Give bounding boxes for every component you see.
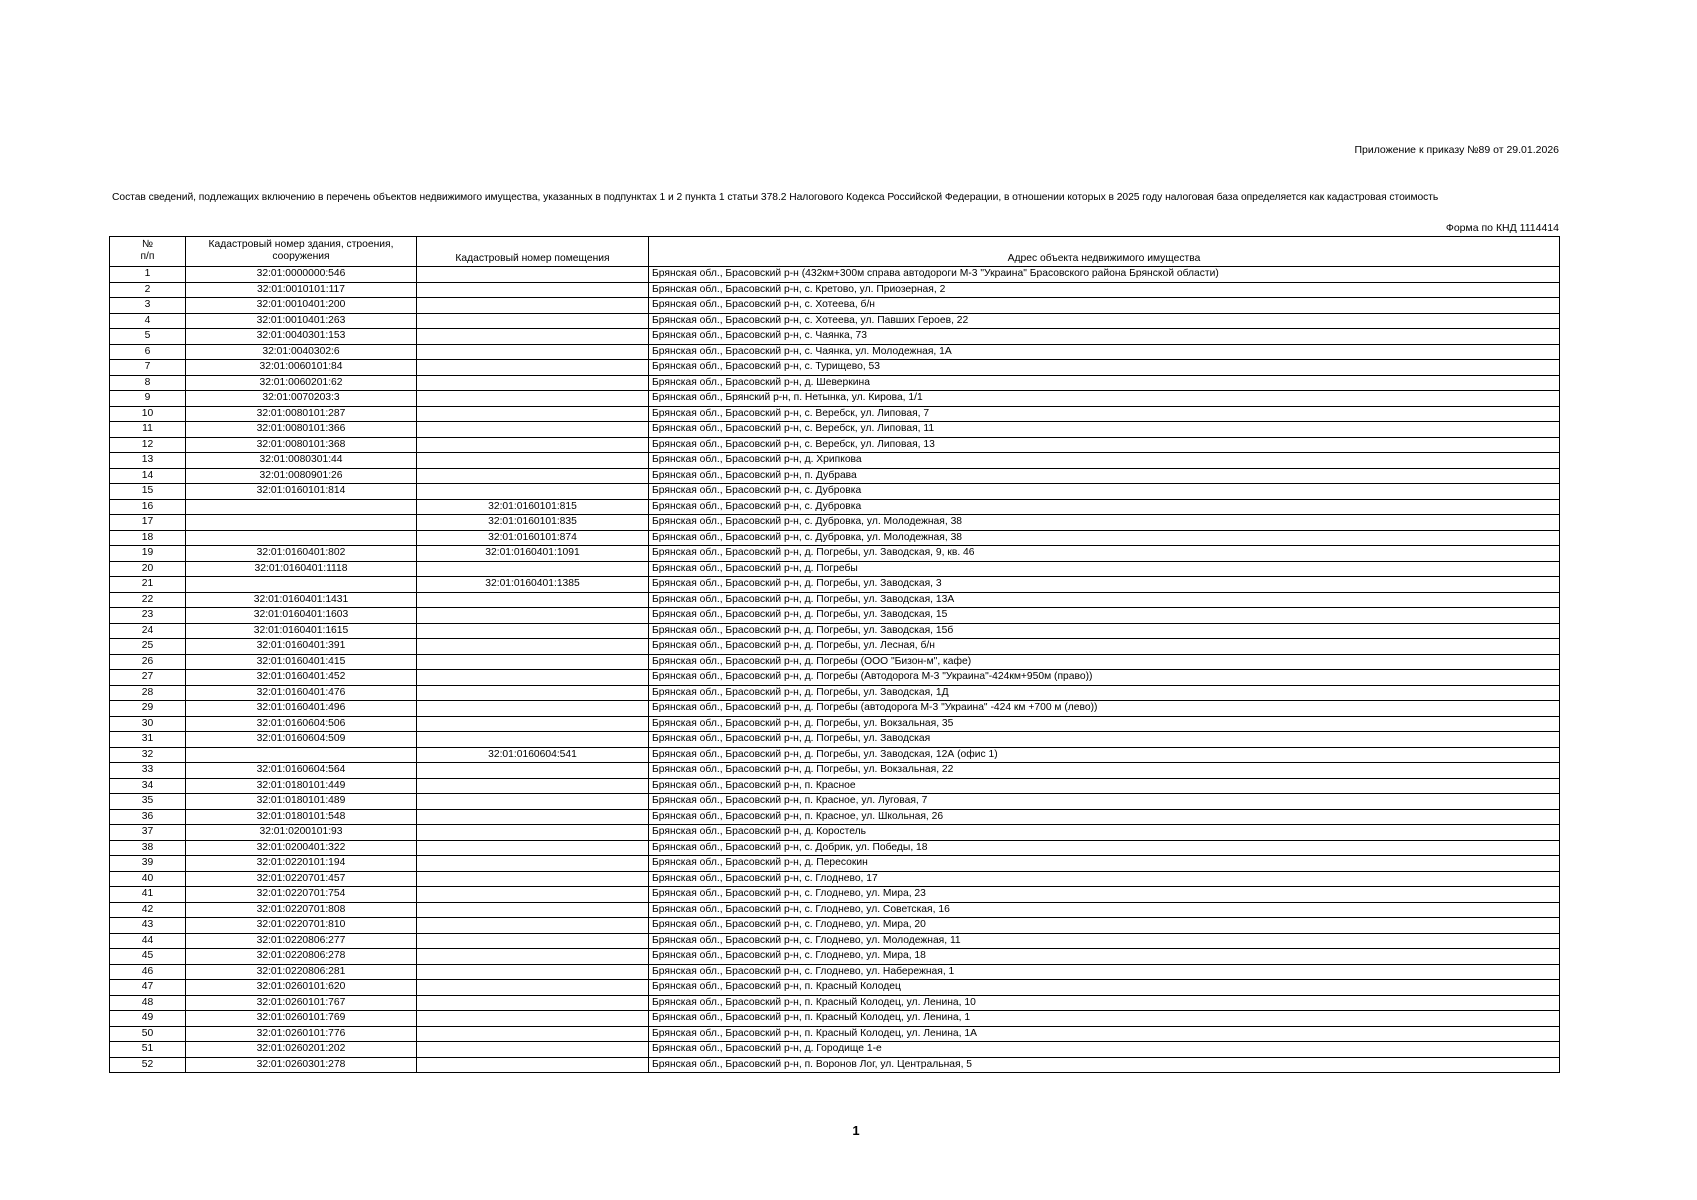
table-row bbox=[110, 732, 1560, 748]
table-row bbox=[110, 437, 1560, 453]
room-cadastral-cell bbox=[417, 391, 649, 407]
building-cadastral-cell: 32:01:0260301:278 bbox=[186, 1057, 417, 1073]
table-row bbox=[110, 949, 1560, 965]
building-cadastral-cell: 32:01:0160401:452 bbox=[186, 670, 417, 686]
building-cadastral-cell: 32:01:0220806:277 bbox=[186, 933, 417, 949]
row-number-cell: 18 bbox=[110, 530, 186, 546]
table-row bbox=[110, 515, 1560, 531]
room-cadastral-cell bbox=[417, 313, 649, 329]
address-cell: Брянская обл., Брасовский р-н, д. Хрипкова bbox=[649, 453, 1560, 469]
building-cadastral-cell: 32:01:0080301:44 bbox=[186, 453, 417, 469]
address-cell: Брянская обл., Брасовский р-н, с. Веребск, ул. Липовая, 13 bbox=[649, 437, 1560, 453]
room-cadastral-cell bbox=[417, 453, 649, 469]
building-cadastral-cell: 32:01:0000000:546 bbox=[186, 267, 417, 283]
table-row bbox=[110, 887, 1560, 903]
table-row bbox=[110, 608, 1560, 624]
room-cadastral-cell bbox=[417, 267, 649, 283]
row-number-cell: 47 bbox=[110, 980, 186, 996]
room-cadastral-cell bbox=[417, 422, 649, 438]
room-cadastral-cell bbox=[417, 794, 649, 810]
building-cadastral-cell: 32:01:0220701:457 bbox=[186, 871, 417, 887]
address-cell: Брянская обл., Брасовский р-н, д. Погребы bbox=[649, 561, 1560, 577]
row-number-cell: 3 bbox=[110, 298, 186, 314]
table-row bbox=[110, 1057, 1560, 1073]
building-cadastral-cell: 32:01:0200401:322 bbox=[186, 840, 417, 856]
row-number-cell: 14 bbox=[110, 468, 186, 484]
table-row bbox=[110, 1026, 1560, 1042]
row-number-cell: 4 bbox=[110, 313, 186, 329]
room-cadastral-cell bbox=[417, 329, 649, 345]
room-cadastral-cell bbox=[417, 1042, 649, 1058]
room-cadastral-cell bbox=[417, 980, 649, 996]
address-cell: Брянская обл., Брасовский р-н, д. Погребы (Автодорога М-3 "Украина"-424км+950м (право)) bbox=[649, 670, 1560, 686]
table-row bbox=[110, 298, 1560, 314]
row-number-cell: 17 bbox=[110, 515, 186, 531]
row-number-cell: 45 bbox=[110, 949, 186, 965]
building-cadastral-cell: 32:01:0080101:366 bbox=[186, 422, 417, 438]
building-cadastral-cell: 32:01:0220701:810 bbox=[186, 918, 417, 934]
address-cell: Брянская обл., Брасовский р-н, с. Хотеева, б/н bbox=[649, 298, 1560, 314]
room-cadastral-cell bbox=[417, 654, 649, 670]
building-cadastral-cell: 32:01:0180101:449 bbox=[186, 778, 417, 794]
row-number-cell: 12 bbox=[110, 437, 186, 453]
address-cell: Брянская обл., Брасовский р-н, с. Глоднево, ул. Мира, 18 bbox=[649, 949, 1560, 965]
room-cadastral-cell bbox=[417, 298, 649, 314]
row-number-cell: 48 bbox=[110, 995, 186, 1011]
room-cadastral-cell bbox=[417, 763, 649, 779]
room-cadastral-cell: 32:01:0160101:835 bbox=[417, 515, 649, 531]
room-cadastral-cell bbox=[417, 964, 649, 980]
building-cadastral-cell: 32:01:0080101:368 bbox=[186, 437, 417, 453]
room-cadastral-cell bbox=[417, 670, 649, 686]
row-number-cell: 33 bbox=[110, 763, 186, 779]
row-number-cell: 39 bbox=[110, 856, 186, 872]
address-cell: Брянская обл., Брасовский р-н, с. Глоднево, ул. Молодежная, 11 bbox=[649, 933, 1560, 949]
address-cell: Брянская обл., Брасовский р-н, с. Глоднево, ул. Мира, 20 bbox=[649, 918, 1560, 934]
address-cell: Брянская обл., Брасовский р-н, с. Дубровка, ул. Молодежная, 38 bbox=[649, 515, 1560, 531]
room-cadastral-cell bbox=[417, 1057, 649, 1073]
row-number-cell: 21 bbox=[110, 577, 186, 593]
address-cell: Брянская обл., Брасовский р-н, д. Погребы (ООО "Бизон-м", кафе) bbox=[649, 654, 1560, 670]
building-cadastral-cell: 32:01:0080901:26 bbox=[186, 468, 417, 484]
building-cadastral-cell bbox=[186, 515, 417, 531]
row-number-cell: 51 bbox=[110, 1042, 186, 1058]
row-number-cell: 1 bbox=[110, 267, 186, 283]
room-cadastral-cell: 32:01:0160101:874 bbox=[417, 530, 649, 546]
building-cadastral-cell: 32:01:0160401:496 bbox=[186, 701, 417, 717]
table-row bbox=[110, 639, 1560, 655]
address-cell: Брянская обл., Брасовский р-н, д. Погребы, ул. Вокзальная, 22 bbox=[649, 763, 1560, 779]
building-cadastral-cell: 32:01:0220806:281 bbox=[186, 964, 417, 980]
room-cadastral-cell bbox=[417, 949, 649, 965]
document-intro-text: Состав сведений, подлежащих включению в перечень объектов недвижимого имущества, указанных в подпунктах 1 и 2 пункта 1 статьи 378.2 Налогового Кодекса Российской Федерации, в отношении которых в 2025 году налоговая база определяется как кадастровая стоимость bbox=[112, 192, 1439, 203]
building-cadastral-cell: 32:01:0160401:476 bbox=[186, 685, 417, 701]
form-code: Форма по КНД 1114414 bbox=[1445, 222, 1559, 234]
address-cell: Брянская обл., Брасовский р-н, д. Погребы, ул. Лесная, б/н bbox=[649, 639, 1560, 655]
building-cadastral-cell: 32:01:0080101:287 bbox=[186, 406, 417, 422]
row-number-cell: 43 bbox=[110, 918, 186, 934]
room-cadastral-cell bbox=[417, 685, 649, 701]
building-cadastral-cell: 32:01:0160401:1615 bbox=[186, 623, 417, 639]
building-cadastral-cell: 32:01:0010401:263 bbox=[186, 313, 417, 329]
row-number-cell: 11 bbox=[110, 422, 186, 438]
room-cadastral-cell bbox=[417, 561, 649, 577]
row-number-cell: 10 bbox=[110, 406, 186, 422]
table-row bbox=[110, 747, 1560, 763]
address-cell: Брянская обл., Брасовский р-н, с. Хотеева, ул. Павших Героев, 22 bbox=[649, 313, 1560, 329]
building-cadastral-cell: 32:01:0040301:153 bbox=[186, 329, 417, 345]
room-cadastral-cell bbox=[417, 778, 649, 794]
table-row bbox=[110, 375, 1560, 391]
column-header-address: Адрес объекта недвижимого имущества bbox=[649, 237, 1560, 267]
room-cadastral-cell bbox=[417, 375, 649, 391]
column-header-number bbox=[110, 237, 186, 267]
building-cadastral-cell: 32:01:0260101:769 bbox=[186, 1011, 417, 1027]
room-cadastral-cell bbox=[417, 639, 649, 655]
room-cadastral-cell bbox=[417, 902, 649, 918]
table-row bbox=[110, 484, 1560, 500]
building-cadastral-cell: 32:01:0220701:754 bbox=[186, 887, 417, 903]
room-cadastral-cell bbox=[417, 871, 649, 887]
address-cell: Брянская обл., Брасовский р-н (432км+300м справа автодороги М-3 "Украина" Брасовского района Брянской области) bbox=[649, 267, 1560, 283]
row-number-cell: 23 bbox=[110, 608, 186, 624]
building-cadastral-cell bbox=[186, 530, 417, 546]
property-register-table bbox=[109, 236, 1560, 1073]
row-number-cell: 20 bbox=[110, 561, 186, 577]
row-number-cell: 15 bbox=[110, 484, 186, 500]
row-number-cell: 30 bbox=[110, 716, 186, 732]
row-number-cell: 49 bbox=[110, 1011, 186, 1027]
building-cadastral-cell: 32:01:0220701:808 bbox=[186, 902, 417, 918]
table-row bbox=[110, 530, 1560, 546]
row-number-cell: 22 bbox=[110, 592, 186, 608]
table-row bbox=[110, 453, 1560, 469]
table-row bbox=[110, 902, 1560, 918]
row-number-cell: 26 bbox=[110, 654, 186, 670]
column-header-building-cadastral: Кадастровый номер здания, строения, сооружения bbox=[186, 237, 417, 267]
room-cadastral-cell bbox=[417, 484, 649, 500]
table-row bbox=[110, 406, 1560, 422]
room-cadastral-cell bbox=[417, 732, 649, 748]
address-cell: Брянская обл., Брасовский р-н, п. Красный Колодец bbox=[649, 980, 1560, 996]
table-row bbox=[110, 577, 1560, 593]
building-cadastral-cell: 32:01:0160401:802 bbox=[186, 546, 417, 562]
page-number: 1 bbox=[852, 1123, 860, 1138]
row-number-cell: 31 bbox=[110, 732, 186, 748]
address-cell: Брянская обл., Брасовский р-н, д. Пересокин bbox=[649, 856, 1560, 872]
table-row bbox=[110, 1011, 1560, 1027]
room-cadastral-cell: 32:01:0160401:1385 bbox=[417, 577, 649, 593]
building-cadastral-cell: 32:01:0180101:548 bbox=[186, 809, 417, 825]
building-cadastral-cell: 32:01:0160101:814 bbox=[186, 484, 417, 500]
table-row bbox=[110, 499, 1560, 515]
address-cell: Брянская обл., Брасовский р-н, п. Красный Колодец, ул. Ленина, 1А bbox=[649, 1026, 1560, 1042]
row-number-cell: 41 bbox=[110, 887, 186, 903]
building-cadastral-cell: 32:01:0260201:202 bbox=[186, 1042, 417, 1058]
table-row bbox=[110, 422, 1560, 438]
building-cadastral-cell bbox=[186, 499, 417, 515]
address-cell: Брянская обл., Брасовский р-н, д. Погребы, ул. Заводская, 15 bbox=[649, 608, 1560, 624]
address-cell: Брянская обл., Брасовский р-н, с. Веребск, ул. Липовая, 7 bbox=[649, 406, 1560, 422]
address-cell: Брянская обл., Брасовский р-н, п. Красный Колодец, ул. Ленина, 1 bbox=[649, 1011, 1560, 1027]
column-header-number-line2: п/п bbox=[140, 251, 155, 262]
address-cell: Брянская обл., Брасовский р-н, д. Погребы (автодорога М-3 "Украина" -424 км +700 м (лево)) bbox=[649, 701, 1560, 717]
address-cell: Брянская обл., Брасовский р-н, д. Погребы, ул. Заводская, 13А bbox=[649, 592, 1560, 608]
room-cadastral-cell: 32:01:0160101:815 bbox=[417, 499, 649, 515]
room-cadastral-cell bbox=[417, 437, 649, 453]
table-row bbox=[110, 1042, 1560, 1058]
table-row bbox=[110, 995, 1560, 1011]
row-number-cell: 46 bbox=[110, 964, 186, 980]
room-cadastral-cell bbox=[417, 282, 649, 298]
table-row bbox=[110, 670, 1560, 686]
room-cadastral-cell: 32:01:0160401:1091 bbox=[417, 546, 649, 562]
room-cadastral-cell bbox=[417, 1011, 649, 1027]
table-row bbox=[110, 267, 1560, 283]
address-cell: Брянская обл., Брасовский р-н, с. Веребск, ул. Липовая, 11 bbox=[649, 422, 1560, 438]
address-cell: Брянская обл., Брасовский р-н, д. Погребы, ул. Заводская, 1Д bbox=[649, 685, 1560, 701]
room-cadastral-cell bbox=[417, 809, 649, 825]
row-number-cell: 2 bbox=[110, 282, 186, 298]
room-cadastral-cell bbox=[417, 344, 649, 360]
building-cadastral-cell: 32:01:0160604:509 bbox=[186, 732, 417, 748]
appendix-reference: Приложение к приказу №89 от 29.01.2026 bbox=[1354, 144, 1559, 156]
row-number-cell: 24 bbox=[110, 623, 186, 639]
address-cell: Брянская обл., Брасовский р-н, д. Коростель bbox=[649, 825, 1560, 841]
address-cell: Брянская обл., Брасовский р-н, с. Дубровка, ул. Молодежная, 38 bbox=[649, 530, 1560, 546]
table-row bbox=[110, 980, 1560, 996]
building-cadastral-cell: 32:01:0160401:415 bbox=[186, 654, 417, 670]
address-cell: Брянская обл., Брасовский р-н, п. Красное bbox=[649, 778, 1560, 794]
table-row bbox=[110, 391, 1560, 407]
row-number-cell: 38 bbox=[110, 840, 186, 856]
building-cadastral-cell: 32:01:0220806:278 bbox=[186, 949, 417, 965]
building-cadastral-cell: 32:01:0160401:1603 bbox=[186, 608, 417, 624]
table-row bbox=[110, 685, 1560, 701]
room-cadastral-cell bbox=[417, 995, 649, 1011]
room-cadastral-cell bbox=[417, 825, 649, 841]
row-number-cell: 28 bbox=[110, 685, 186, 701]
building-cadastral-cell: 32:01:0160401:391 bbox=[186, 639, 417, 655]
room-cadastral-cell bbox=[417, 716, 649, 732]
table-row bbox=[110, 468, 1560, 484]
room-cadastral-cell bbox=[417, 592, 649, 608]
room-cadastral-cell: 32:01:0160604:541 bbox=[417, 747, 649, 763]
table-row bbox=[110, 282, 1560, 298]
address-cell: Брянская обл., Брасовский р-н, с. Глоднево, ул. Набережная, 1 bbox=[649, 964, 1560, 980]
building-cadastral-cell: 32:01:0220101:194 bbox=[186, 856, 417, 872]
address-cell: Брянская обл., Брасовский р-н, п. Красное, ул. Школьная, 26 bbox=[649, 809, 1560, 825]
building-cadastral-cell: 32:01:0010101:117 bbox=[186, 282, 417, 298]
row-number-cell: 8 bbox=[110, 375, 186, 391]
room-cadastral-cell bbox=[417, 840, 649, 856]
address-cell: Брянская обл., Брасовский р-н, д. Шеверкина bbox=[649, 375, 1560, 391]
room-cadastral-cell bbox=[417, 933, 649, 949]
column-header-number-line1: № bbox=[141, 238, 154, 250]
building-cadastral-cell: 32:01:0160401:1431 bbox=[186, 592, 417, 608]
room-cadastral-cell bbox=[417, 856, 649, 872]
table-row bbox=[110, 918, 1560, 934]
address-cell: Брянская обл., Брасовский р-н, п. Красное, ул. Луговая, 7 bbox=[649, 794, 1560, 810]
row-number-cell: 32 bbox=[110, 747, 186, 763]
table-row bbox=[110, 329, 1560, 345]
row-number-cell: 29 bbox=[110, 701, 186, 717]
building-cadastral-cell: 32:01:0060101:84 bbox=[186, 360, 417, 376]
address-cell: Брянская обл., Брасовский р-н, с. Дубровка bbox=[649, 484, 1560, 500]
table-row bbox=[110, 778, 1560, 794]
table-row bbox=[110, 871, 1560, 887]
building-cadastral-cell: 32:01:0160604:564 bbox=[186, 763, 417, 779]
building-cadastral-cell: 32:01:0200101:93 bbox=[186, 825, 417, 841]
address-cell: Брянская обл., Брасовский р-н, д. Погребы, ул. Заводская, 15б bbox=[649, 623, 1560, 639]
row-number-cell: 42 bbox=[110, 902, 186, 918]
building-cadastral-cell bbox=[186, 747, 417, 763]
row-number-cell: 44 bbox=[110, 933, 186, 949]
row-number-cell: 6 bbox=[110, 344, 186, 360]
address-cell: Брянская обл., Брасовский р-н, п. Дубрава bbox=[649, 468, 1560, 484]
row-number-cell: 34 bbox=[110, 778, 186, 794]
table-body bbox=[110, 267, 1560, 1073]
address-cell: Брянская обл., Брасовский р-н, с. Чаянка, 73 bbox=[649, 329, 1560, 345]
building-cadastral-cell: 32:01:0060201:62 bbox=[186, 375, 417, 391]
table-row bbox=[110, 716, 1560, 732]
table-header-row bbox=[110, 237, 1560, 267]
table-row bbox=[110, 856, 1560, 872]
room-cadastral-cell bbox=[417, 360, 649, 376]
building-cadastral-cell: 32:01:0180101:489 bbox=[186, 794, 417, 810]
room-cadastral-cell bbox=[417, 701, 649, 717]
address-cell: Брянская обл., Брасовский р-н, п. Воронов Лог, ул. Центральная, 5 bbox=[649, 1057, 1560, 1073]
table-row bbox=[110, 561, 1560, 577]
building-cadastral-cell: 32:01:0070203:3 bbox=[186, 391, 417, 407]
row-number-cell: 19 bbox=[110, 546, 186, 562]
address-cell: Брянская обл., Брасовский р-н, д. Погребы, ул. Вокзальная, 35 bbox=[649, 716, 1560, 732]
address-cell: Брянская обл., Брасовский р-н, д. Погребы, ул. Заводская, 12А (офис 1) bbox=[649, 747, 1560, 763]
table-row bbox=[110, 964, 1560, 980]
building-cadastral-cell: 32:01:0010401:200 bbox=[186, 298, 417, 314]
table-row bbox=[110, 701, 1560, 717]
row-number-cell: 9 bbox=[110, 391, 186, 407]
row-number-cell: 16 bbox=[110, 499, 186, 515]
room-cadastral-cell bbox=[417, 887, 649, 903]
room-cadastral-cell bbox=[417, 623, 649, 639]
room-cadastral-cell bbox=[417, 1026, 649, 1042]
row-number-cell: 13 bbox=[110, 453, 186, 469]
table-row bbox=[110, 809, 1560, 825]
table-row bbox=[110, 840, 1560, 856]
row-number-cell: 40 bbox=[110, 871, 186, 887]
room-cadastral-cell bbox=[417, 918, 649, 934]
row-number-cell: 5 bbox=[110, 329, 186, 345]
building-cadastral-cell: 32:01:0160401:1118 bbox=[186, 561, 417, 577]
table-row bbox=[110, 794, 1560, 810]
address-cell: Брянская обл., Брасовский р-н, с. Глоднево, 17 bbox=[649, 871, 1560, 887]
table-row bbox=[110, 654, 1560, 670]
row-number-cell: 25 bbox=[110, 639, 186, 655]
table-row bbox=[110, 763, 1560, 779]
row-number-cell: 52 bbox=[110, 1057, 186, 1073]
building-cadastral-cell: 32:01:0040302:6 bbox=[186, 344, 417, 360]
table-row bbox=[110, 933, 1560, 949]
address-cell: Брянская обл., Брасовский р-н, с. Дубровка bbox=[649, 499, 1560, 515]
table-row bbox=[110, 344, 1560, 360]
address-cell: Брянская обл., Брасовский р-н, д. Погребы, ул. Заводская, 3 bbox=[649, 577, 1560, 593]
address-cell: Брянская обл., Брасовский р-н, с. Глоднево, ул. Мира, 23 bbox=[649, 887, 1560, 903]
building-cadastral-cell: 32:01:0260101:620 bbox=[186, 980, 417, 996]
address-cell: Брянская обл., Брасовский р-н, с. Добрик, ул. Победы, 18 bbox=[649, 840, 1560, 856]
row-number-cell: 36 bbox=[110, 809, 186, 825]
row-number-cell: 37 bbox=[110, 825, 186, 841]
address-cell: Брянская обл., Брасовский р-н, д. Городище 1-е bbox=[649, 1042, 1560, 1058]
table-row bbox=[110, 546, 1560, 562]
address-cell: Брянская обл., Брасовский р-н, с. Турищево, 53 bbox=[649, 360, 1560, 376]
building-cadastral-cell: 32:01:0260101:776 bbox=[186, 1026, 417, 1042]
table-row bbox=[110, 360, 1560, 376]
building-cadastral-cell: 32:01:0260101:767 bbox=[186, 995, 417, 1011]
row-number-cell: 35 bbox=[110, 794, 186, 810]
column-header-room-cadastral: Кадастровый номер помещения bbox=[417, 237, 649, 267]
address-cell: Брянская обл., Брасовский р-н, д. Погребы, ул. Заводская, 9, кв. 46 bbox=[649, 546, 1560, 562]
table-row bbox=[110, 592, 1560, 608]
row-number-cell: 7 bbox=[110, 360, 186, 376]
address-cell: Брянская обл., Брасовский р-н, с. Глоднево, ул. Советская, 16 bbox=[649, 902, 1560, 918]
row-number-cell: 50 bbox=[110, 1026, 186, 1042]
building-cadastral-cell bbox=[186, 577, 417, 593]
room-cadastral-cell bbox=[417, 468, 649, 484]
row-number-cell: 27 bbox=[110, 670, 186, 686]
table-row bbox=[110, 623, 1560, 639]
address-cell: Брянская обл., Брасовский р-н, с. Кретово, ул. Приозерная, 2 bbox=[649, 282, 1560, 298]
table-row bbox=[110, 313, 1560, 329]
address-cell: Брянская обл., Брасовский р-н, д. Погребы, ул. Заводская bbox=[649, 732, 1560, 748]
address-cell: Брянская обл., Брасовский р-н, с. Чаянка, ул. Молодежная, 1А bbox=[649, 344, 1560, 360]
room-cadastral-cell bbox=[417, 406, 649, 422]
room-cadastral-cell bbox=[417, 608, 649, 624]
table-row bbox=[110, 825, 1560, 841]
building-cadastral-cell: 32:01:0160604:506 bbox=[186, 716, 417, 732]
address-cell: Брянская обл., Брянский р-н, п. Нетынка, ул. Кирова, 1/1 bbox=[649, 391, 1560, 407]
address-cell: Брянская обл., Брасовский р-н, п. Красный Колодец, ул. Ленина, 10 bbox=[649, 995, 1560, 1011]
